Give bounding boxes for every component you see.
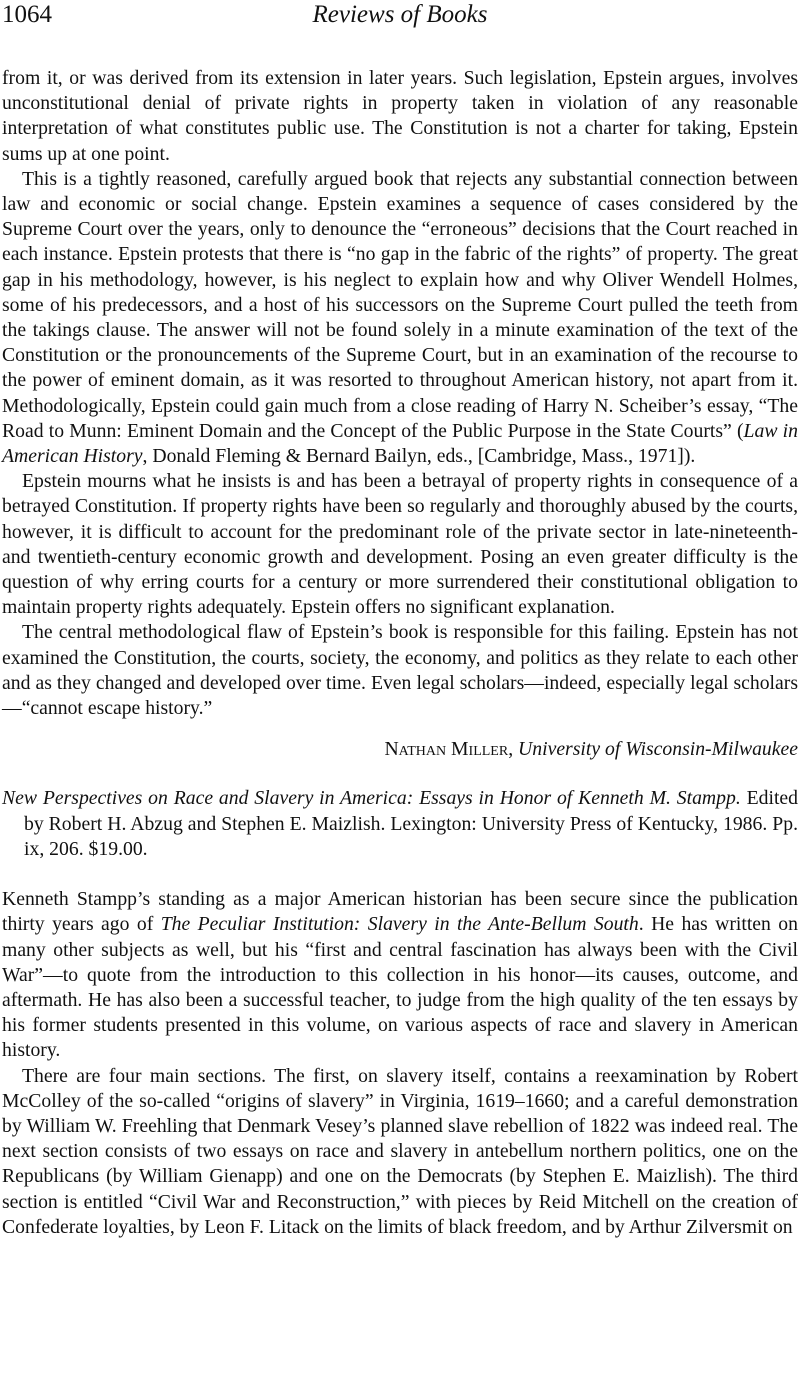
page-header (2, 0, 798, 34)
reviewer-name: Nathan Miller, (384, 738, 514, 761)
review1-paragraph-3: Epstein mourns what he insists is and has been a betrayal of property rights in consequence of a betrayed Constitution. If property rights have been so regularly and thoroughly abused by the courts, however, it is difficult to account for the predominant role of the private sector in late-nineteenth- and twentieth-century economic growth and development. Posing an even greater difficulty is the question of why erring courts for a century or more surrendered their constitutional obligation to maintain property rights adequately. Epstein offers no significant explanation. (2, 470, 798, 619)
review1-paragraph-1: from it, or was derived from its extension in later years. Such legislation, Epstein argues, involves unconstitutional denial of private rights in property taken in violation of any reasonable interpretation of what constitutes public use. The Constitution is not a charter for taking, Epstein sums up at one point. (2, 67, 798, 165)
reviewer-signature (2, 737, 798, 762)
review2-paragraph-1-tail: . He has written on many other subjects as well, but his “first and central fascination has always been with the Civil War”—to quote from the introduction to this collection in his honor—its causes, outcome, and aftermath. He has also been a successful teacher, to judge from the high quality of the ten essays by his former students presented in this volume, on various aspects of race and slavery in American history. (2, 913, 798, 1062)
review1-paragraph-2-text: This is a tightly reasoned, carefully argued book that rejects any substantial connection between law and economic or social change. Epstein examines a sequence of cases considered by the Supreme Court over the years, only to denounce the “erroneous” decisions that the Court reached in each instance. Epstein protests that there is “no gap in the fabric of the rights” of property. The great gap in his methodology, however, is his neglect to explain how and why Oliver Wendell Holmes, some of his predecessors, and a host of his successors on the Supreme Court pulled the teeth from the takings clause. The answer will not be found solely in a minute examination of the text of the Constitution or the pronouncements of the Supreme Court, but in an examination of the recourse to the power of eminent domain, as it was resorted to throughout American history, not apart from it. Methodologically, Epstein could gain much from a close reading of Harry N. Scheiber’s essay, “The Road to Munn: Eminent Domain and the Concept of the Public Purpose in the State Courts” ( (2, 167, 798, 442)
reviewer-affiliation: University of Wisconsin-Milwaukee (518, 738, 798, 761)
review1-paragraph-4: The central methodological flaw of Epstein’s book is responsible for this failing. Epstein has not examined the Constitution, the courts, society, the economy, and politics as they relate to each other and as they changed and developed over time. Even legal scholars—indeed, especially legal scholars—“cannot escape history.” (2, 621, 798, 720)
review1-paragraph-2 (2, 167, 798, 469)
article-body (2, 66, 798, 1240)
review2-paragraph-2: There are four main sections. The first, on slavery itself, contains a reexamination by Robert McColley of the so-called “origins of slavery” in Virginia, 1619–1660; and a careful demonstration by William W. Freehling that Denmark Vesey’s planned slave rebellion of 1822 was indeed real. The next section consists of two essays on race and slavery in antebellum northern politics, one on the Republicans (by William Gienapp) and one on the Democrats (by Stephen E. Maizlish). The third section is entitled “Civil War and Reconstruction,” with pieces by Reid Mitchell on the creation of Confederate loyalties, by Leon F. Litack on the limits of black freedom, and by Arthur Zilversmit on (2, 1064, 798, 1238)
book-citation (2, 786, 798, 862)
cited-work-title: The Peculiar Institution: Slavery in the Ante-Bellum South (160, 913, 639, 936)
book-details: Edited by Robert H. Abzug and Stephen E. Maizlish. Lexington: University Press of Kentucky, 1986. Pp. ix, 206. $19.00. (24, 787, 798, 860)
running-head: Reviews of Books (312, 1, 488, 28)
page-number: 1064 (2, 1, 52, 28)
cited-book-title: Law in American History (2, 419, 798, 468)
book-title: New Perspectives on Race and Slavery in America: Essays in Honor of Kenneth M. Stampp. (2, 787, 741, 810)
review1-paragraph-2-tail: , Donald Fleming & Bernard Bailyn, eds., [Cambridge, Mass., 1971]). (142, 445, 696, 468)
review2-paragraph-1 (2, 887, 798, 1063)
section-gap (2, 862, 798, 887)
review2-paragraph-1-text: Kenneth Stampp’s standing as a major American historian has been secure since the publication thirty years ago of (2, 888, 798, 936)
